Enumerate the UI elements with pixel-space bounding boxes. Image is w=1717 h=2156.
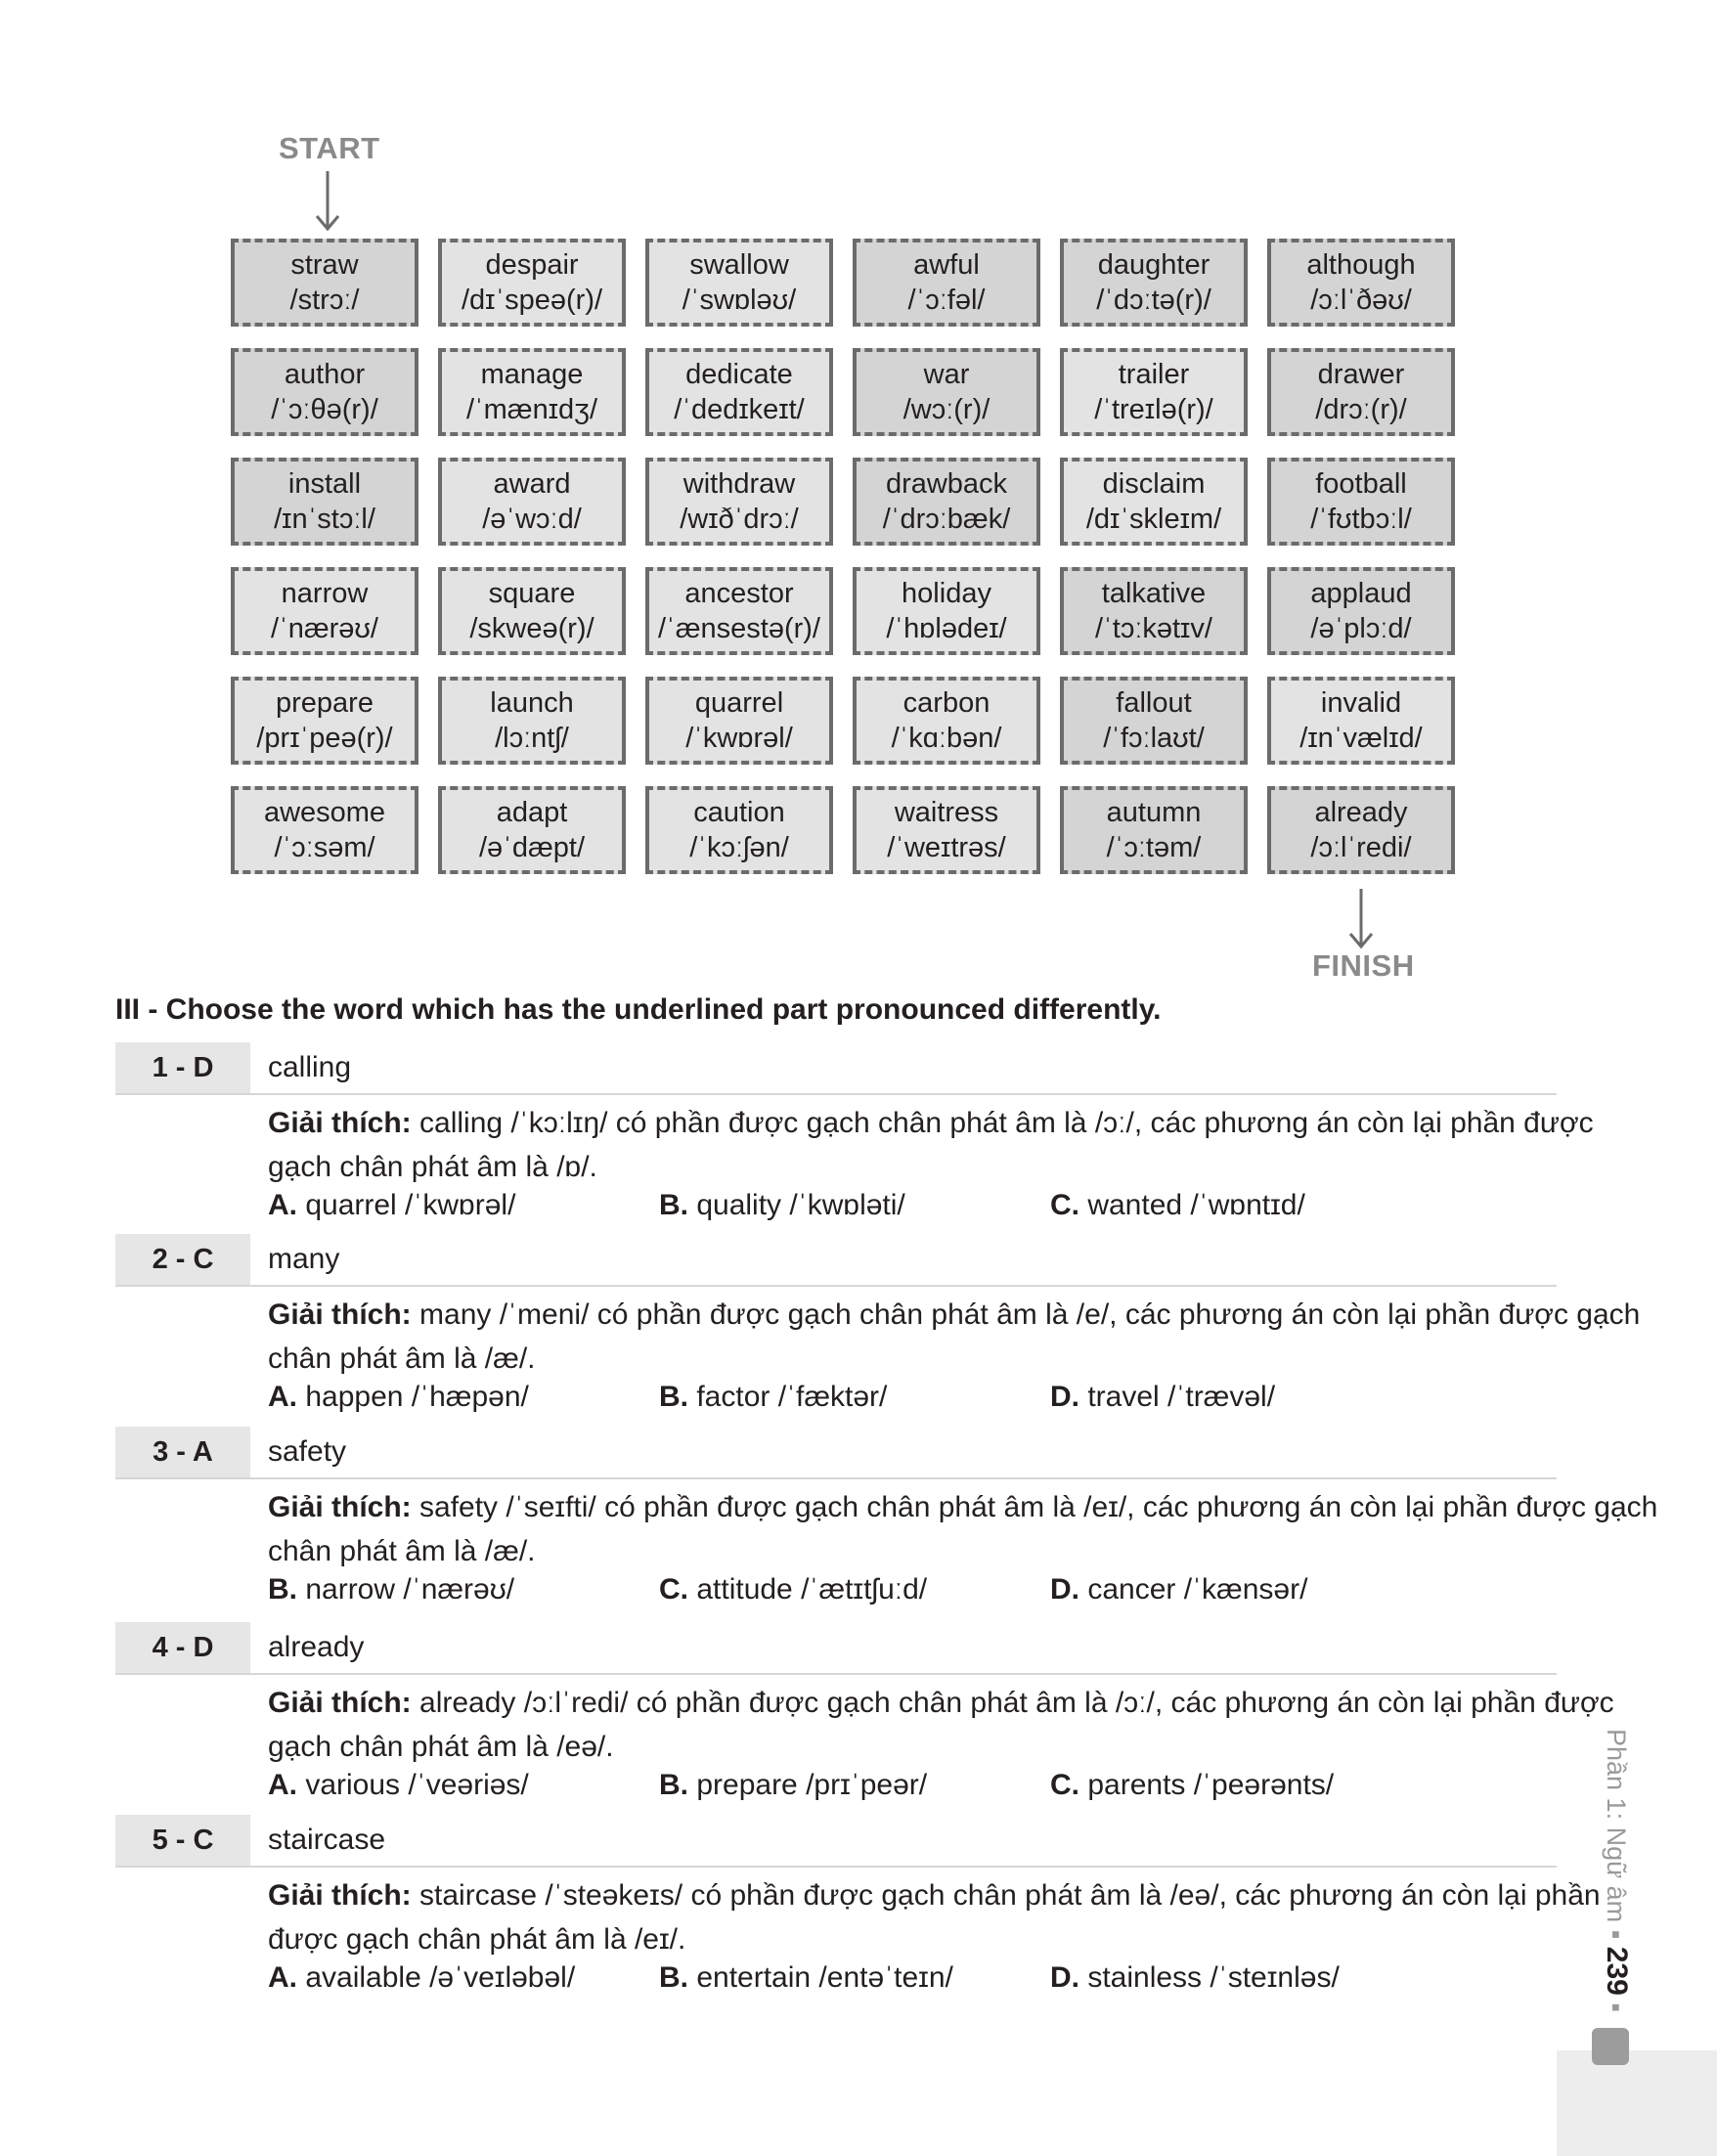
maze-cell xyxy=(1060,677,1248,765)
maze-word: war xyxy=(923,359,970,390)
maze-word: trailer xyxy=(1118,359,1190,390)
option-letter: C. xyxy=(1050,1189,1079,1221)
option-letter: B. xyxy=(268,1573,297,1606)
maze-word: autumn xyxy=(1106,797,1202,828)
maze-ipa: /dɪˈskleɪm/ xyxy=(1085,504,1222,535)
option-text: factor /ˈfæktər/ xyxy=(688,1381,888,1413)
page-marker xyxy=(1592,2028,1629,2065)
maze-cell xyxy=(1267,677,1455,765)
maze-ipa: /skweə(r)/ xyxy=(469,613,594,644)
maze-word: square xyxy=(488,578,576,609)
maze-cell xyxy=(438,458,626,546)
maze-cell xyxy=(438,348,626,436)
maze-cell xyxy=(438,786,626,874)
option-text: various /ˈveəriəs/ xyxy=(297,1769,529,1801)
answer-item xyxy=(115,1234,1641,1424)
option xyxy=(1050,1769,1334,1802)
maze-word: drawer xyxy=(1317,359,1405,390)
maze-cell xyxy=(1060,348,1248,436)
maze-word: football xyxy=(1315,468,1407,500)
maze-ipa: /ˈdedɪkeɪt/ xyxy=(674,394,805,425)
maze-word: applaud xyxy=(1310,578,1412,609)
answer-head-row xyxy=(115,1042,1557,1095)
maze-cell xyxy=(1267,567,1455,655)
answer-item xyxy=(115,1815,1601,2004)
option-letter: D. xyxy=(1050,1381,1079,1413)
explanation-text: calling /ˈkɔːlɪŋ/ có phần được gạch chân phát âm là /ɔː/, các phương án còn lại phần được gạch chân phát âm là /ɒ/. xyxy=(268,1107,1594,1183)
maze-word: awful xyxy=(913,249,980,281)
maze-word: fallout xyxy=(1116,687,1192,719)
maze-cell xyxy=(1267,239,1455,327)
section-title: III - Choose the word which has the underlined part pronounced differently. xyxy=(115,993,1162,1026)
maze-word: narrow xyxy=(281,578,369,609)
answer-number: 1 - D xyxy=(115,1042,250,1093)
maze-cell xyxy=(645,348,833,436)
maze-word: launch xyxy=(490,687,574,719)
option xyxy=(659,1961,953,1995)
maze-cell xyxy=(231,239,418,327)
explanation-text: safety /ˈseɪfti/ có phần được gạch chân phát âm là /eɪ/, các phương án còn lại phần được gạch chân phát âm là /æ/. xyxy=(268,1491,1658,1567)
maze-word: install xyxy=(287,468,362,500)
maze-cell xyxy=(438,567,626,655)
maze-cell xyxy=(853,677,1040,765)
answer-number: 5 - C xyxy=(115,1815,250,1866)
maze-cell xyxy=(1060,458,1248,546)
option-letter: C. xyxy=(1050,1769,1079,1801)
option-text: entertain /entəˈteɪn/ xyxy=(688,1961,953,1994)
option xyxy=(659,1381,887,1414)
option xyxy=(268,1573,514,1606)
answer-word: already xyxy=(268,1631,365,1663)
maze-ipa: /ˈtreɪlə(r)/ xyxy=(1094,394,1213,425)
maze-ipa: /wɔː(r)/ xyxy=(903,394,991,425)
maze-word: straw xyxy=(290,249,359,281)
maze-cell xyxy=(438,239,626,327)
maze-ipa: /ˈkɔːʃən/ xyxy=(689,832,789,863)
option xyxy=(268,1769,529,1802)
maze-ipa: /ɪnˈstɔːl/ xyxy=(274,504,375,535)
maze-ipa: /ˈnærəʊ/ xyxy=(271,613,378,644)
option-text: stainless /ˈsteɪnləs/ xyxy=(1079,1961,1340,1994)
option-letter: C. xyxy=(659,1573,688,1606)
option-letter: B. xyxy=(659,1769,688,1801)
maze-word: already xyxy=(1314,797,1408,828)
maze-word: caution xyxy=(693,797,785,828)
option-text: parents /ˈpeərənts/ xyxy=(1079,1769,1335,1801)
maze-ipa: /prɪˈpeə(r)/ xyxy=(256,723,393,754)
option xyxy=(268,1961,575,1995)
option xyxy=(659,1189,905,1222)
separator-dot: ▪ xyxy=(1602,1929,1631,1947)
option xyxy=(1050,1189,1305,1222)
explanation-text: staircase /ˈsteəkeɪs/ có phần được gạch chân phát âm là /eə/, các phương án còn lại phần được gạch chân phát âm là /eɪ/. xyxy=(268,1879,1601,1956)
section-name: Phần 1: Ngữ âm xyxy=(1602,1729,1631,1923)
maze-cell xyxy=(853,348,1040,436)
option-text: narrow /ˈnærəʊ/ xyxy=(297,1573,515,1606)
maze-cell xyxy=(1060,567,1248,655)
answer-word: calling xyxy=(268,1051,352,1083)
option-letter: A. xyxy=(268,1769,297,1801)
maze-word: invalid xyxy=(1320,687,1402,719)
maze-ipa: /əˈplɔːd/ xyxy=(1310,613,1412,644)
down-arrow-icon xyxy=(313,171,342,232)
maze-word: talkative xyxy=(1101,578,1207,609)
page-corner-tab xyxy=(1557,2050,1717,2156)
separator-dot: ▪ xyxy=(1602,2002,1631,2012)
option-row xyxy=(268,1189,1557,1232)
maze-ipa: /ˈfʊtbɔːl/ xyxy=(1310,504,1412,535)
maze-ipa: /ˈmænɪdʒ/ xyxy=(465,394,598,425)
maze-ipa: /əˈdæpt/ xyxy=(479,832,585,863)
maze-word: author xyxy=(284,359,366,390)
maze-ipa: /ˈkwɒrəl/ xyxy=(685,723,793,754)
maze-ipa: /ˈdɔːtə(r)/ xyxy=(1096,285,1211,316)
running-footer xyxy=(1590,1729,1637,2022)
maze-word: award xyxy=(493,468,571,500)
option-text: attitude /ˈætɪtʃuːd/ xyxy=(688,1573,928,1606)
maze-word: ancestor xyxy=(684,578,794,609)
maze-cell xyxy=(645,239,833,327)
answer-word: safety xyxy=(268,1435,347,1468)
maze-ipa: /ˈɔːfəl/ xyxy=(907,285,986,316)
maze-cell xyxy=(231,458,418,546)
option-text: prepare /prɪˈpeər/ xyxy=(688,1769,928,1801)
maze-ipa: /ˈɔːsəm/ xyxy=(274,832,375,863)
maze-word: daughter xyxy=(1097,249,1211,281)
answer-number: 3 - A xyxy=(115,1427,250,1477)
maze-cell xyxy=(231,348,418,436)
maze-cell xyxy=(231,567,418,655)
maze-cell xyxy=(1267,458,1455,546)
option-text: available /əˈveɪləbəl/ xyxy=(297,1961,576,1994)
option xyxy=(268,1189,515,1222)
maze-ipa: /ɔːlˈðəʊ/ xyxy=(1310,285,1412,316)
maze-ipa: /drɔː(r)/ xyxy=(1315,394,1407,425)
answer-item xyxy=(115,1427,1658,1616)
maze-word: quarrel xyxy=(694,687,784,719)
maze-cell xyxy=(645,458,833,546)
explanation-label: Giải thích: xyxy=(268,1879,412,1912)
option-letter: B. xyxy=(659,1381,688,1413)
answer-head-row xyxy=(115,1815,1557,1868)
maze-cell xyxy=(853,786,1040,874)
option xyxy=(1050,1573,1307,1606)
option-letter: A. xyxy=(268,1381,297,1413)
explanation xyxy=(268,1293,1660,1381)
option-letter: B. xyxy=(659,1961,688,1994)
maze-ipa: /dɪˈspeə(r)/ xyxy=(461,285,603,316)
explanation xyxy=(268,1873,1660,1961)
explanation-label: Giải thích: xyxy=(268,1491,412,1523)
option xyxy=(659,1769,927,1802)
maze-cell xyxy=(1060,239,1248,327)
maze-word: awesome xyxy=(263,797,386,828)
answer-item xyxy=(115,1622,1614,1812)
maze-word: withdraw xyxy=(682,468,796,500)
maze-ipa: /ˈænsestə(r)/ xyxy=(658,613,820,644)
page-number: 239 xyxy=(1601,1946,1633,1996)
maze-ipa: /lɔːntʃ/ xyxy=(495,723,569,754)
option-letter: D. xyxy=(1050,1961,1079,1994)
maze-cell xyxy=(645,567,833,655)
maze-ipa: /ˈweɪtrəs/ xyxy=(887,832,1006,863)
maze-ipa: /ˈɔːtəm/ xyxy=(1106,832,1202,863)
option-letter: A. xyxy=(268,1189,297,1221)
maze-ipa: /ɪnˈvælɪd/ xyxy=(1299,723,1423,754)
maze-ipa: /strɔː/ xyxy=(289,285,360,316)
explanation xyxy=(268,1101,1660,1189)
option-text: quality /ˈkwɒləti/ xyxy=(688,1189,905,1221)
answer-head-row xyxy=(115,1427,1557,1479)
option-text: cancer /ˈkænsər/ xyxy=(1079,1573,1308,1606)
option-letter: A. xyxy=(268,1961,297,1994)
explanation-label: Giải thích: xyxy=(268,1107,412,1139)
maze-word: although xyxy=(1306,249,1416,281)
answer-number: 4 - D xyxy=(115,1622,250,1673)
explanation-label: Giải thích: xyxy=(268,1687,412,1719)
answer-head-row xyxy=(115,1234,1557,1287)
maze-cell xyxy=(645,677,833,765)
maze-cell xyxy=(853,567,1040,655)
maze-word: swallow xyxy=(689,249,789,281)
maze-ipa: /ˈfɔːlaʊt/ xyxy=(1103,723,1205,754)
maze-ipa: /ˈhɒlədeɪ/ xyxy=(886,613,1007,644)
maze-cell xyxy=(1060,786,1248,874)
maze-cell xyxy=(438,677,626,765)
maze-word: carbon xyxy=(903,687,991,719)
option-text: wanted /ˈwɒntɪd/ xyxy=(1079,1189,1305,1221)
option-text: quarrel /ˈkwɒrəl/ xyxy=(297,1189,516,1221)
option-letter: D. xyxy=(1050,1573,1079,1606)
answer-item xyxy=(115,1042,1594,1232)
maze-word: disclaim xyxy=(1102,468,1206,500)
option-letter: B. xyxy=(659,1189,688,1221)
answer-word: staircase xyxy=(268,1824,386,1856)
option-text: happen /ˈhæpən/ xyxy=(297,1381,529,1413)
maze-cell xyxy=(231,786,418,874)
maze-ipa: /ˈkɑːbən/ xyxy=(891,723,1002,754)
maze-cell xyxy=(1267,348,1455,436)
option-row xyxy=(268,1573,1557,1616)
explanation xyxy=(268,1681,1660,1769)
maze-cell xyxy=(231,677,418,765)
down-arrow-icon xyxy=(1346,889,1376,949)
option xyxy=(659,1573,927,1606)
maze-ipa: /ˈtɔːkətɪv/ xyxy=(1095,613,1212,644)
maze-ipa: /ˈswɒləʊ/ xyxy=(682,285,797,316)
maze-ipa: /ɔːlˈredi/ xyxy=(1310,832,1412,863)
answer-word: many xyxy=(268,1243,340,1275)
maze-cell xyxy=(645,786,833,874)
maze-word: dedicate xyxy=(685,359,793,390)
maze-word: despair xyxy=(485,249,579,281)
maze-cell xyxy=(853,239,1040,327)
maze-ipa: /ˈɔːθə(r)/ xyxy=(271,394,378,425)
maze-word: drawback xyxy=(885,468,1008,500)
explanation xyxy=(268,1485,1660,1573)
finish-label: FINISH xyxy=(1312,948,1415,983)
option-row xyxy=(268,1381,1557,1424)
maze-word: prepare xyxy=(276,687,374,719)
word-maze-grid xyxy=(231,239,1455,874)
answer-number: 2 - C xyxy=(115,1234,250,1285)
maze-cell xyxy=(1267,786,1455,874)
explanation-text: already /ɔːlˈredi/ có phần được gạch chân phát âm là /ɔː/, các phương án còn lại phần được gạch chân phát âm là /eə/. xyxy=(268,1687,1614,1763)
maze-ipa: /əˈwɔːd/ xyxy=(482,504,582,535)
maze-word: waitress xyxy=(894,797,999,828)
maze-word: manage xyxy=(480,359,584,390)
maze-ipa: /ˈdrɔːbæk/ xyxy=(882,504,1011,535)
option-text: travel /ˈtrævəl/ xyxy=(1079,1381,1276,1413)
option-row xyxy=(268,1961,1557,2004)
maze-ipa: /wɪðˈdrɔː/ xyxy=(680,504,799,535)
option xyxy=(1050,1381,1275,1414)
maze-word: adapt xyxy=(496,797,568,828)
start-label: START xyxy=(279,131,380,165)
explanation-label: Giải thích: xyxy=(268,1298,412,1331)
option-row xyxy=(268,1769,1557,1812)
maze-word: holiday xyxy=(902,578,991,609)
option xyxy=(268,1381,529,1414)
explanation-text: many /ˈmeni/ có phần được gạch chân phát âm là /e/, các phương án còn lại phần được gạch chân phát âm là /æ/. xyxy=(268,1298,1641,1375)
option xyxy=(1050,1961,1340,1995)
answer-head-row xyxy=(115,1622,1557,1675)
maze-cell xyxy=(853,458,1040,546)
